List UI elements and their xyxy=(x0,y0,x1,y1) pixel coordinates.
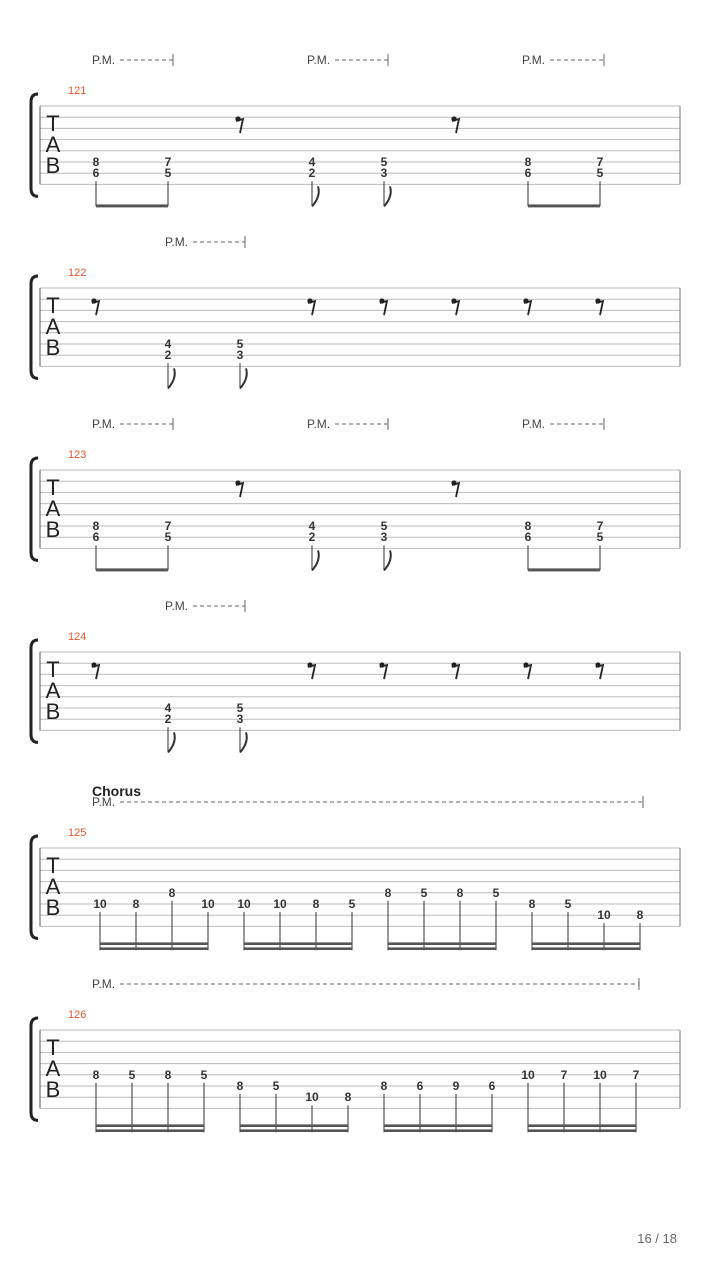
note xyxy=(385,886,392,951)
fret-number: 5 xyxy=(200,1067,208,1082)
note xyxy=(273,1079,280,1132)
tab-system xyxy=(31,417,680,571)
palm-mute-label: P.M. xyxy=(307,417,331,431)
fret-number: 7 xyxy=(596,155,604,169)
note-flag xyxy=(384,550,391,570)
note-flag xyxy=(240,368,247,388)
chord xyxy=(597,519,604,570)
tab-system xyxy=(31,783,680,950)
tab-clef-letter: A xyxy=(45,874,61,899)
note xyxy=(93,1068,100,1133)
tab-system xyxy=(31,235,680,388)
eighth-rest xyxy=(235,480,243,497)
beam xyxy=(388,942,496,945)
fret-number: 8 xyxy=(344,1090,352,1105)
fret-number: 8 xyxy=(524,155,532,169)
fret-number: 5 xyxy=(492,885,500,900)
chord xyxy=(525,155,532,206)
measure-number: 126 xyxy=(68,1009,87,1021)
fret-number: 7 xyxy=(596,519,604,533)
fret-number: 5 xyxy=(420,885,428,900)
note xyxy=(417,1079,424,1132)
fret-number: 2 xyxy=(164,712,172,727)
system-bracket xyxy=(31,836,38,938)
tab-clef-letter: B xyxy=(45,153,61,178)
note-flag xyxy=(168,732,175,752)
fret-number: 8 xyxy=(380,1079,388,1093)
fret-number: 8 xyxy=(384,885,392,900)
note xyxy=(381,1079,388,1132)
fret-number: 5 xyxy=(596,166,604,181)
note xyxy=(529,897,536,950)
tab-clef-letter: T xyxy=(46,111,60,136)
fret-number: 5 xyxy=(128,1067,136,1082)
fret-number: 8 xyxy=(92,155,100,169)
note-flag xyxy=(240,732,247,752)
system-bracket xyxy=(31,94,38,196)
note xyxy=(493,886,500,951)
note xyxy=(457,886,464,951)
note-flag xyxy=(312,186,319,206)
fret-number: 5 xyxy=(348,897,356,911)
fret-number: 6 xyxy=(524,530,532,545)
fret-number: 9 xyxy=(452,1079,460,1093)
fret-number: 3 xyxy=(380,530,388,545)
beam xyxy=(244,942,352,945)
chord xyxy=(165,519,172,570)
note xyxy=(349,897,356,950)
fret-number: 5 xyxy=(564,897,572,911)
tab-clef-letter: B xyxy=(45,517,61,542)
measure-number: 125 xyxy=(68,827,87,839)
fret-number: 4 xyxy=(308,519,316,533)
chord xyxy=(309,519,319,570)
note-flag xyxy=(168,368,175,388)
tab-clef-letter: B xyxy=(45,699,61,724)
fret-number: 5 xyxy=(596,530,604,545)
note xyxy=(165,1068,172,1133)
fret-number: 8 xyxy=(132,897,140,911)
tab-system xyxy=(31,599,680,752)
fret-number: 5 xyxy=(236,337,244,351)
eighth-rest xyxy=(523,298,531,315)
fret-number: 10 xyxy=(305,1090,319,1105)
fret-number: 10 xyxy=(273,897,287,911)
measure-number: 121 xyxy=(68,85,87,97)
palm-mute-label: P.M. xyxy=(165,599,189,613)
fret-number: 3 xyxy=(380,166,388,181)
fret-number: 8 xyxy=(168,885,176,900)
eighth-rest xyxy=(595,298,603,315)
fret-number: 6 xyxy=(488,1079,496,1093)
section-title: Chorus xyxy=(92,783,141,799)
fret-number: 3 xyxy=(236,712,244,727)
note xyxy=(201,1068,208,1133)
note-flag xyxy=(312,550,319,570)
fret-number: 10 xyxy=(521,1067,535,1082)
fret-number: 6 xyxy=(92,530,100,545)
chord xyxy=(93,519,100,570)
eighth-rest xyxy=(91,298,99,315)
palm-mute-label: P.M. xyxy=(522,53,546,67)
note xyxy=(565,897,572,950)
fret-number: 5 xyxy=(380,155,388,169)
tab-clef-letter: A xyxy=(45,314,61,339)
fret-number: 6 xyxy=(92,166,100,181)
note xyxy=(201,897,215,950)
beam xyxy=(532,942,640,945)
note xyxy=(453,1079,460,1132)
eighth-rest xyxy=(451,662,459,679)
eighth-rest xyxy=(451,480,459,497)
palm-mute-label: P.M. xyxy=(92,977,116,991)
beam xyxy=(100,942,208,945)
measure-number: 122 xyxy=(68,267,87,279)
beam xyxy=(384,1129,492,1132)
chord xyxy=(381,519,391,570)
fret-number: 8 xyxy=(236,1079,244,1093)
fret-number: 2 xyxy=(308,530,316,545)
measure-number: 124 xyxy=(68,631,87,643)
fret-number: 2 xyxy=(308,166,316,181)
beam xyxy=(96,568,168,571)
fret-number: 7 xyxy=(164,155,172,169)
beam xyxy=(384,1124,492,1127)
note xyxy=(237,1079,244,1132)
note xyxy=(489,1079,496,1132)
tab-clef-letter: A xyxy=(45,132,61,157)
tab-clef-letter: T xyxy=(46,293,60,318)
palm-mute-label: P.M. xyxy=(92,417,116,431)
eighth-rest xyxy=(595,662,603,679)
fret-number: 8 xyxy=(636,908,644,923)
tab-clef-letter: T xyxy=(46,853,60,878)
fret-number: 5 xyxy=(164,166,172,181)
chord xyxy=(237,701,247,752)
note xyxy=(521,1068,535,1133)
beam xyxy=(388,947,496,950)
beam xyxy=(528,568,600,571)
system-bracket xyxy=(31,1018,38,1120)
fret-number: 8 xyxy=(164,1067,172,1082)
note xyxy=(169,886,176,951)
chord xyxy=(237,337,247,388)
system-bracket xyxy=(31,276,38,378)
tab-clef-letter: A xyxy=(45,496,61,521)
note xyxy=(561,1068,568,1133)
eighth-rest xyxy=(451,298,459,315)
chord xyxy=(165,155,172,206)
eighth-rest xyxy=(235,116,243,133)
fret-number: 5 xyxy=(380,519,388,533)
fret-number: 2 xyxy=(164,348,172,363)
fret-number: 10 xyxy=(93,897,107,911)
note-flag xyxy=(384,186,391,206)
note xyxy=(593,1068,607,1133)
chord xyxy=(165,701,175,752)
fret-number: 5 xyxy=(236,701,244,715)
beam xyxy=(96,204,168,207)
fret-number: 4 xyxy=(308,155,316,169)
beam xyxy=(96,1124,204,1127)
eighth-rest xyxy=(307,298,315,315)
tab-system xyxy=(31,53,680,207)
palm-mute-label: P.M. xyxy=(165,235,189,249)
fret-number: 8 xyxy=(92,1067,100,1082)
beam xyxy=(528,1129,636,1132)
fret-number: 5 xyxy=(164,530,172,545)
chord xyxy=(309,155,319,206)
palm-mute-label: P.M. xyxy=(92,53,116,67)
tab-clef-letter: T xyxy=(46,657,60,682)
fret-number: 6 xyxy=(524,166,532,181)
system-bracket xyxy=(31,640,38,742)
tab-clef-letter: A xyxy=(45,678,61,703)
beam xyxy=(532,947,640,950)
palm-mute-label: P.M. xyxy=(307,53,331,67)
tab-clef-letter: B xyxy=(45,895,61,920)
chord xyxy=(525,519,532,570)
beam xyxy=(96,1129,204,1132)
note xyxy=(421,886,428,951)
palm-mute-label: P.M. xyxy=(522,417,546,431)
palm-mute-label: P.M. xyxy=(92,795,116,809)
beam xyxy=(240,1129,348,1132)
note xyxy=(313,897,320,950)
chord xyxy=(597,155,604,206)
fret-number: 3 xyxy=(236,348,244,363)
fret-number: 8 xyxy=(456,885,464,900)
fret-number: 5 xyxy=(272,1079,280,1093)
page-number: 16 / 18 xyxy=(637,1231,677,1246)
fret-number: 10 xyxy=(597,908,611,923)
note xyxy=(133,897,140,950)
chord xyxy=(165,337,175,388)
tab-clef-letter: B xyxy=(45,335,61,360)
system-bracket xyxy=(31,458,38,560)
note xyxy=(129,1068,136,1133)
note xyxy=(237,897,251,950)
chord xyxy=(93,155,100,206)
chord xyxy=(381,155,391,206)
beam xyxy=(528,1124,636,1127)
fret-number: 8 xyxy=(524,519,532,533)
fret-number: 8 xyxy=(92,519,100,533)
fret-number: 6 xyxy=(416,1079,424,1093)
tab-clef-letter: B xyxy=(45,1077,61,1102)
fret-number: 7 xyxy=(632,1067,640,1082)
beam xyxy=(244,947,352,950)
fret-number: 7 xyxy=(560,1067,568,1082)
eighth-rest xyxy=(379,662,387,679)
eighth-rest xyxy=(307,662,315,679)
fret-number: 8 xyxy=(312,897,320,911)
fret-number: 10 xyxy=(237,897,251,911)
tab-clef-letter: T xyxy=(46,1035,60,1060)
note xyxy=(93,897,107,950)
eighth-rest xyxy=(91,662,99,679)
tab-clef-letter: T xyxy=(46,475,60,500)
eighth-rest xyxy=(451,116,459,133)
eighth-rest xyxy=(379,298,387,315)
fret-number: 4 xyxy=(164,701,172,715)
beam xyxy=(528,204,600,207)
note xyxy=(273,897,287,950)
measure-number: 123 xyxy=(68,449,87,461)
tab-clef-letter: A xyxy=(45,1056,61,1081)
tab-system xyxy=(31,977,680,1132)
fret-number: 10 xyxy=(593,1067,607,1082)
fret-number: 7 xyxy=(164,519,172,533)
fret-number: 4 xyxy=(164,337,172,351)
beam xyxy=(100,947,208,950)
eighth-rest xyxy=(523,662,531,679)
fret-number: 10 xyxy=(201,897,215,911)
beam xyxy=(240,1124,348,1127)
fret-number: 8 xyxy=(528,897,536,911)
note xyxy=(633,1068,640,1133)
